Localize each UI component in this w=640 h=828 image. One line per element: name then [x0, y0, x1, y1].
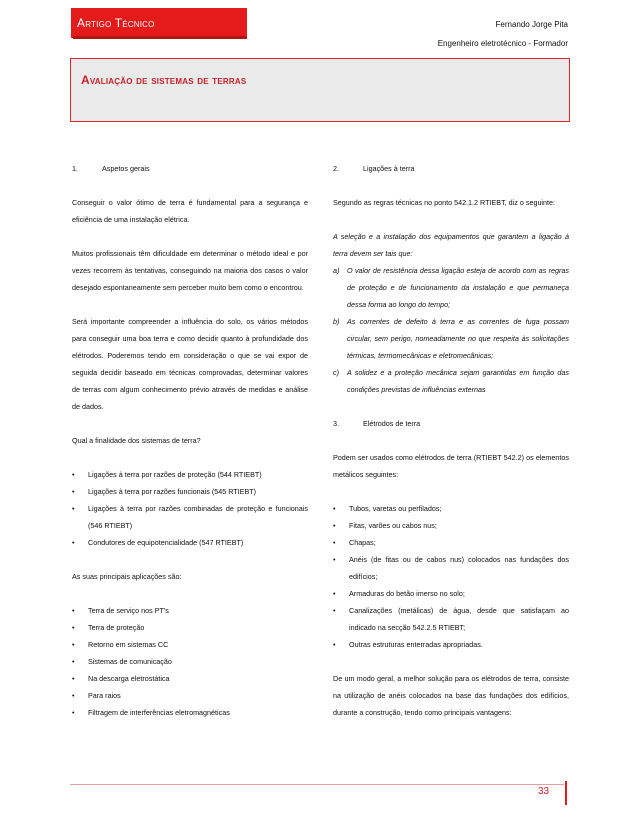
paragraph: De um modo geral, a melhor solução para os elétrodos de terra, consiste na utilização de anéis colocados na base das fundações dos edifícios, durante a construção, tendo como principais vantagens: — [333, 674, 569, 717]
footer-divider — [70, 784, 564, 785]
heading-number: 1. — [72, 164, 78, 173]
heading-text: Elétrodos de terra — [363, 419, 421, 428]
list-marker: a) — [333, 266, 340, 275]
list-item: • Tubos, varetas ou perfilados; — [333, 500, 569, 517]
list-item: • Canalizações (metálicas) de água, desde que satisfaçam ao indicado na secção 542.2.5 RTIEBT; — [333, 602, 569, 636]
list-item: • Ligações à terra por razões combinadas de proteção e funcionais (546 RTIEBT) — [72, 500, 308, 534]
electrodes-list — [333, 500, 569, 653]
author-role: Engenheiro eletrotécnico - Formador — [437, 39, 568, 48]
heading-text: Ligações à terra — [363, 164, 415, 173]
paragraph: Podem ser usados como elétrodos de terra (RTIEBT 542.2) os elementos metálicos seguintes: — [333, 453, 569, 479]
purposes-list — [72, 466, 308, 551]
paragraph: Muitos profissionais têm dificuldade em determinar o método ideal e por vezes recorrem às tentativas, conseguindo na maioria dos casos o valor desejado espontaneamente sem perceber muito bem como o encontrou. — [72, 249, 308, 292]
page-title: Avaliação de sistemas de terras — [81, 73, 247, 87]
list-item: • Condutores de equipotencialidade (547 RTIEBT) — [72, 534, 308, 551]
section-heading-3 — [333, 415, 569, 432]
author-name: Fernando Jorge Pita — [495, 20, 568, 29]
heading-number: 2. — [333, 164, 339, 173]
paragraph: Conseguir o valor ótimo de terra é fundamental para a segurança e eficiência de uma instalação elétrica. — [72, 198, 308, 224]
list-item: • Ligações à terra por razões de proteção (544 RTIEBT) — [72, 466, 308, 483]
list-marker: c) — [333, 368, 339, 377]
left-column — [72, 160, 308, 738]
paragraph: A seleção e a instalação dos equipamentos que garantem a ligação à terra devem ser tais que: — [333, 232, 569, 258]
list-item — [333, 262, 569, 313]
list-item: • Ligações à terra por razões funcionais (545 RTIEBT) — [72, 483, 308, 500]
heading-number: 3. — [333, 419, 339, 428]
list-item: • Para raios — [72, 687, 308, 704]
list-item: • Fitas, varões ou cabos nus; — [333, 517, 569, 534]
right-column — [333, 160, 569, 738]
paragraph: As suas principais aplicações são: — [72, 572, 182, 581]
list-item: • Filtragem de interferências eletromagnéticas — [72, 704, 308, 721]
section-heading-1 — [72, 160, 308, 177]
list-item-text: O valor de resistência dessa ligação esteja de acordo com as regras de proteção e de funcionamento da instalação e que permaneça dessa forma ao longo do tempo; — [347, 266, 569, 309]
list-item: • Terra de proteção — [72, 619, 308, 636]
list-item: • Terra de serviço nos PT's — [72, 602, 308, 619]
list-item: • Outras estruturas enterradas apropriadas. — [333, 636, 569, 653]
applications-list — [72, 602, 308, 721]
title-box — [70, 58, 570, 122]
list-item: • Anéis (de fitas ou de cabos nus) colocados nas fundações dos edifícios; — [333, 551, 569, 585]
heading-text: Aspetos gerais — [102, 164, 150, 173]
list-item-text: As correntes de defeito à terra e as correntes de fuga possam circular, sem perigo, nomeadamente no que respeita às solicitações térmicas, termomecânicas e eletromecânicas; — [347, 317, 569, 360]
list-item: • Armaduras do betão imerso no solo; — [333, 585, 569, 602]
footer-accent-bar — [565, 781, 567, 805]
paragraph: Segundo as regras técnicas no ponto 542.1.2 RTIEBT, diz o seguinte: — [333, 198, 556, 207]
list-item: • Chapas; — [333, 534, 569, 551]
list-marker: b) — [333, 317, 340, 326]
list-item: • Sistemas de comunicação — [72, 653, 308, 670]
section-tag: Artigo Técnico — [71, 8, 247, 38]
section-tag-shadow — [73, 36, 247, 39]
section-heading-2 — [333, 160, 569, 177]
list-item: • Retorno em sistemas CC — [72, 636, 308, 653]
paragraph: Será importante compreender a influência do solo, os vários métodos para conseguir uma boa terra e como decidir quanto à profundidade dos elétrodos. Poderemos tendo em consideração o que se vai expor de seguida decidir baseado em técnicas comprovadas, determinar valores de terras com algum conhecimento prévio através de medidas e análise de dados. — [72, 317, 308, 411]
list-item-text: A solidez e a proteção mecânica sejam garantidas em função das condições previstas de influências externas — [347, 368, 569, 394]
page-number: 33 — [538, 786, 550, 797]
list-item: • Na descarga eletrostática — [72, 670, 308, 687]
conditions-list — [333, 262, 569, 398]
list-item — [333, 364, 569, 398]
question: Qual a finalidade dos sistemas de terra? — [72, 436, 201, 445]
list-item — [333, 313, 569, 364]
